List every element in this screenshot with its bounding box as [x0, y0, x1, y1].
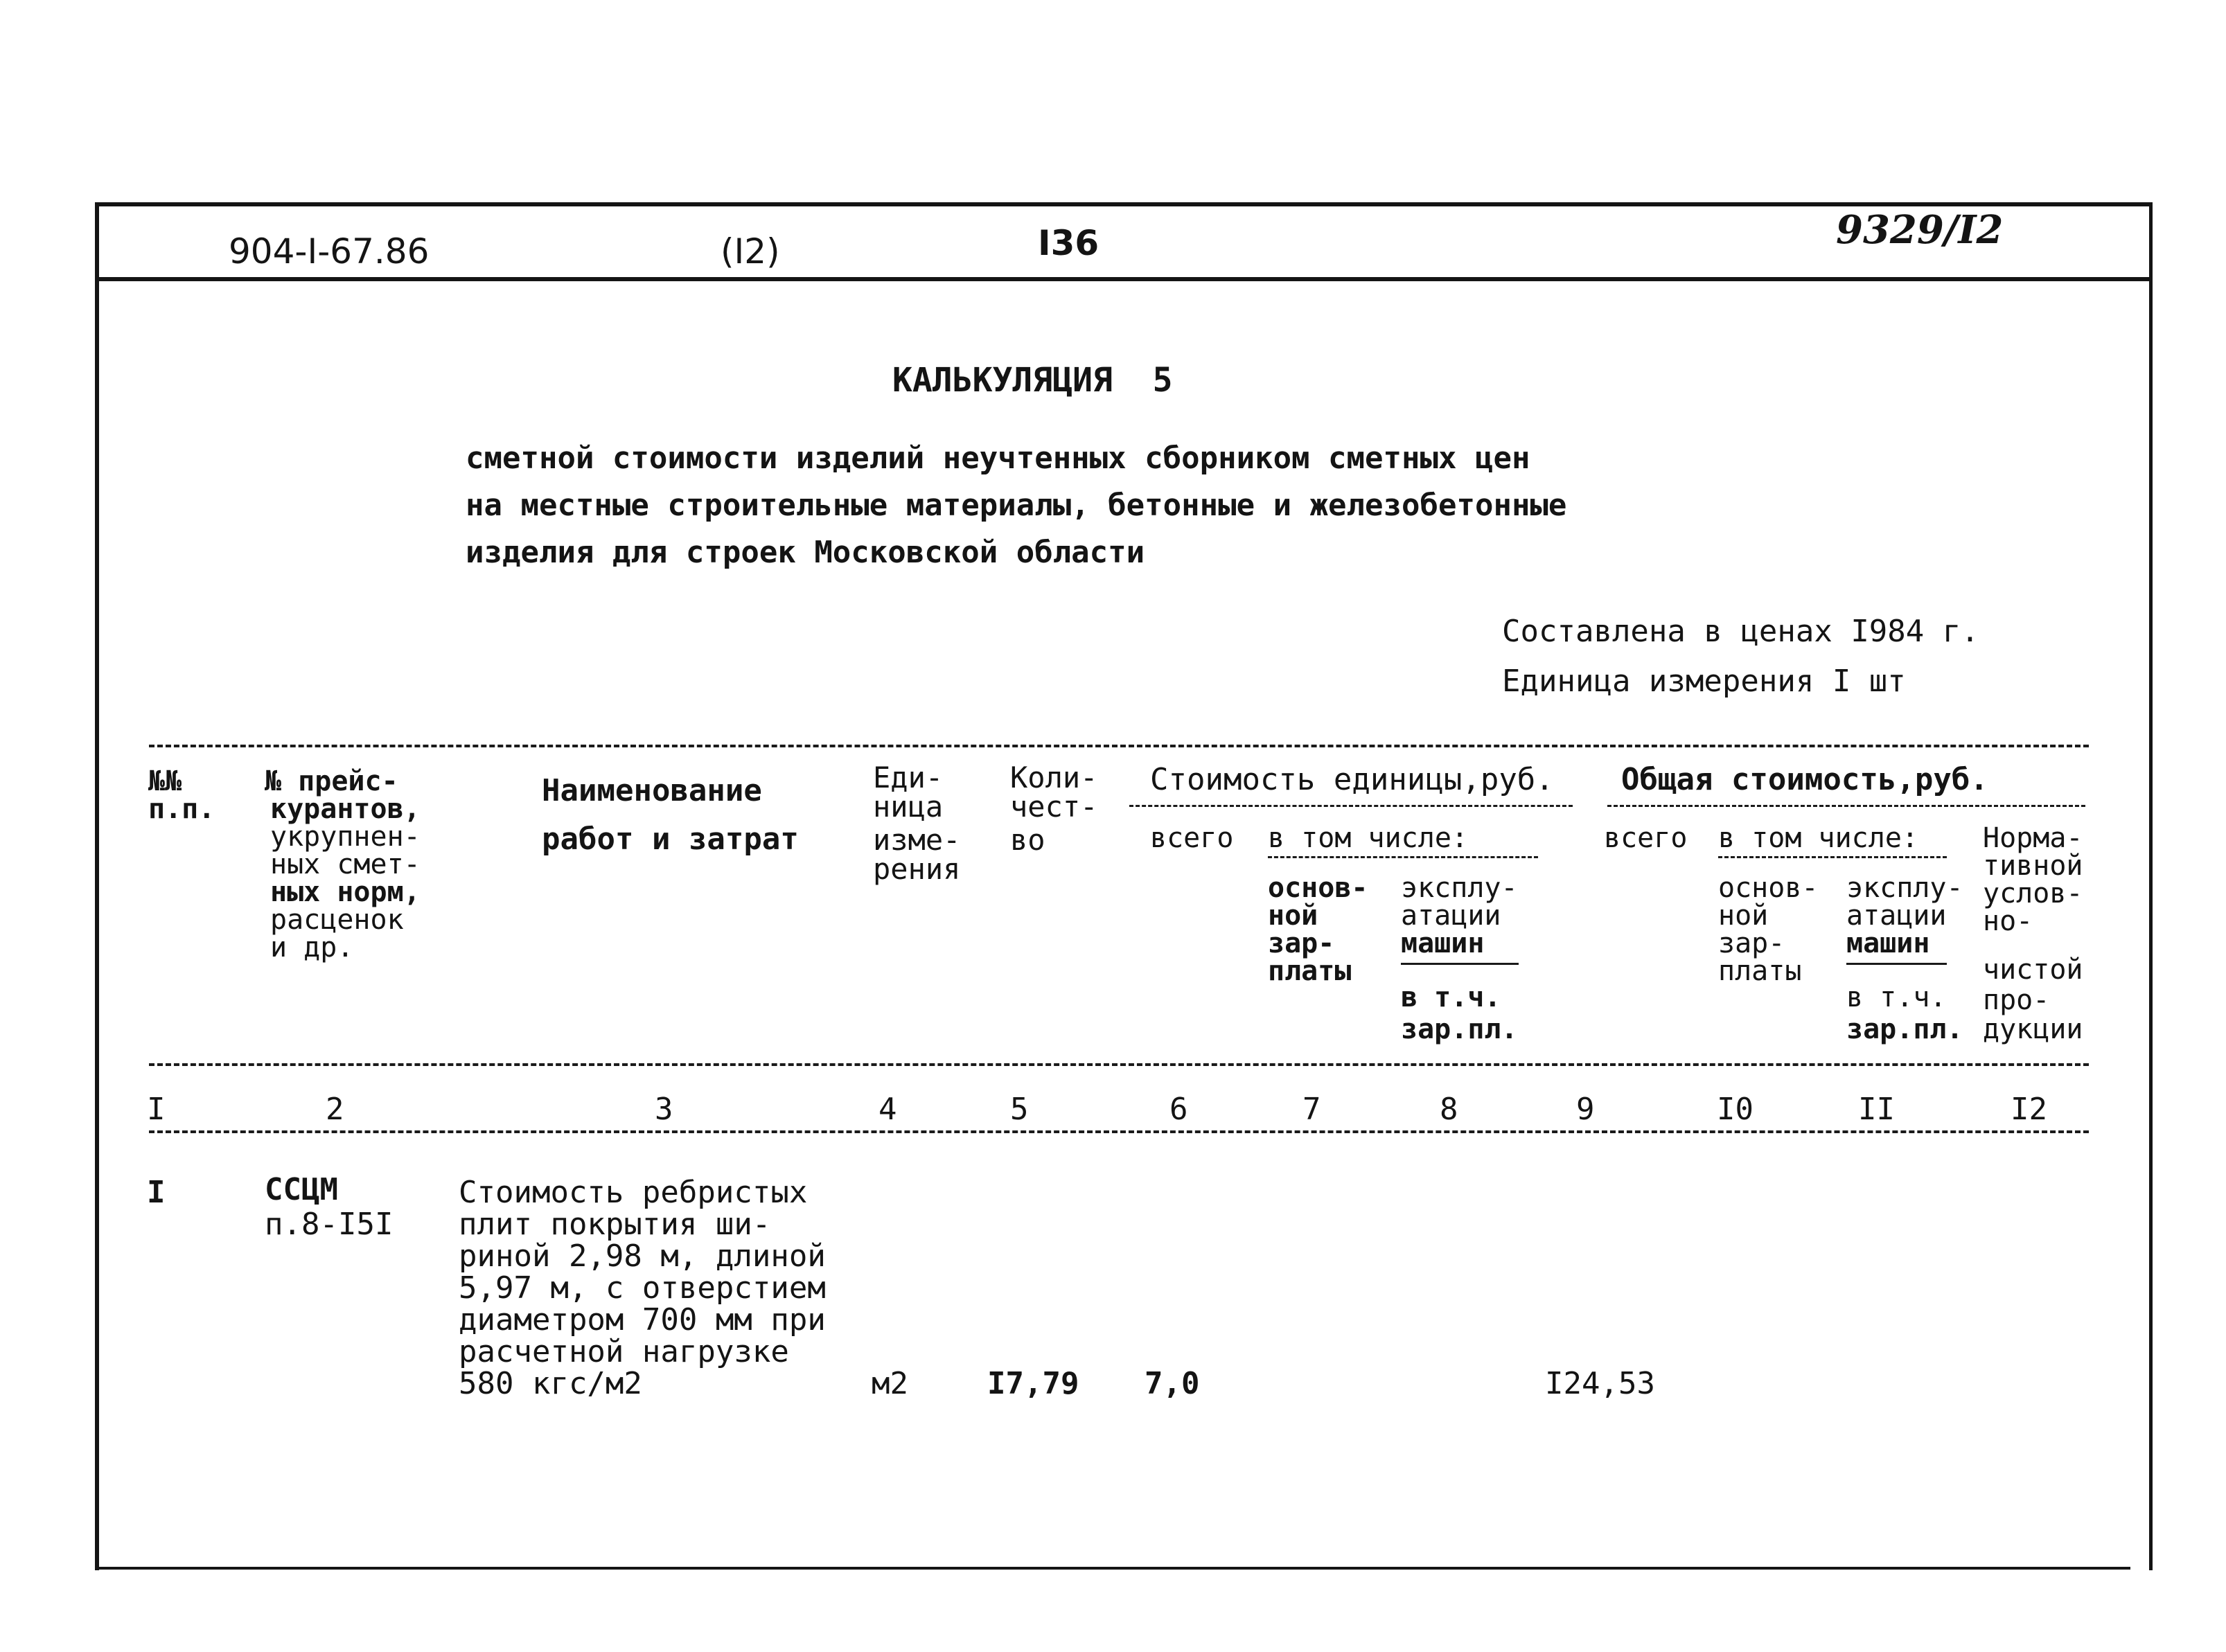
total-wage-line4: платы: [1718, 955, 1802, 987]
col-num-9: 9: [1576, 1092, 1595, 1127]
norm-header-line5: чистой: [1983, 954, 2083, 986]
row-desc-line1: Стоимость ребристых: [459, 1175, 808, 1210]
document-title: КАЛЬКУЛЯЦИЯ 5: [892, 361, 1173, 400]
row-total: I24,53: [1545, 1366, 1655, 1401]
col-num-6: 6: [1169, 1092, 1188, 1127]
unit-machines-line2: атации: [1401, 900, 1501, 932]
doc-code: 904-I-67.86: [229, 231, 430, 272]
subtitle-line-2: на местные строительные материалы, бетонные и железобетонные: [466, 488, 1567, 523]
total-machines-rule: [1846, 963, 1947, 965]
col3-header-line2: работ и затрат: [542, 821, 799, 857]
col-num-8: 8: [1440, 1092, 1458, 1127]
col2-header-line3: укрупнен-: [270, 821, 421, 853]
total-cost-rule: [1607, 805, 2085, 807]
unit-wage-line4: платы: [1268, 955, 1352, 987]
unit-cost-incl-label: в том числе:: [1268, 822, 1468, 854]
row-unit: м2: [872, 1366, 908, 1401]
unit-machines-line3: машин: [1401, 927, 1485, 959]
col-num-12: I2: [2011, 1092, 2047, 1127]
col4-header-line3: изме-: [873, 823, 961, 857]
col3-header-line1: Наименование: [542, 773, 762, 808]
norm-header-line2: тивной: [1983, 850, 2083, 882]
total-cost-incl-label: в том числе:: [1718, 822, 1918, 854]
subtitle-line-3: изделия для строек Московской области: [466, 535, 1145, 570]
unit-cost-header: Стоимость единицы,руб.: [1150, 762, 1554, 797]
total-wage-line3: зар-: [1718, 927, 1785, 959]
unit-wage-line2: ной: [1268, 900, 1318, 932]
row-desc-line4: 5,97 м, с отверстием: [459, 1270, 826, 1306]
row-num: I: [147, 1175, 166, 1210]
total-cost-total-label: всего: [1604, 822, 1688, 854]
col-num-4: 4: [878, 1092, 897, 1127]
header-divider: [97, 277, 2149, 281]
unit-cost-rule: [1129, 805, 1573, 807]
column-numbers-rule: [149, 1130, 2089, 1133]
unit-wage-line3: зар-: [1268, 927, 1335, 959]
row-desc-line7: 580 кгс/м2: [459, 1366, 642, 1401]
norm-header-line6: про-: [1983, 984, 2050, 1016]
price-basis: Составлена в ценах I984 г.: [1502, 614, 1979, 649]
row-desc-line6: расчетной нагрузке: [459, 1334, 789, 1369]
total-machines-wage-line2: зар.пл.: [1846, 1013, 1963, 1045]
row-desc-line3: риной 2,98 м, длиной: [459, 1238, 826, 1274]
col4-header-line4: рения: [873, 852, 961, 886]
row-desc-line5: диаметром 700 мм при: [459, 1302, 826, 1338]
total-machines-wage-line1: в т.ч.: [1846, 982, 1947, 1013]
page-bottom-border: [95, 1567, 2130, 1570]
norm-header-line7: дукции: [1983, 1013, 2083, 1045]
norm-header-line3: услов-: [1983, 878, 2083, 909]
norm-header-line1: Норма-: [1983, 822, 2083, 854]
unit-cost-incl-rule: [1268, 856, 1538, 858]
unit-machines-rule: [1401, 963, 1519, 965]
col2-header-line2: курантов,: [270, 793, 421, 825]
total-cost-header: Общая стоимость,руб.: [1621, 762, 1988, 797]
col-num-3: 3: [655, 1092, 673, 1127]
table-header-rule: [149, 1063, 2089, 1066]
col2-header-line1: № прейс-: [265, 765, 398, 797]
col2-header-line7: и др.: [270, 932, 354, 963]
col-num-2: 2: [326, 1092, 344, 1127]
total-cost-incl-rule: [1718, 856, 1947, 858]
col4-header-line2: ница: [873, 790, 944, 824]
col-num-5: 5: [1010, 1092, 1029, 1127]
row-source-line2: п.8-I5I: [265, 1207, 394, 1242]
album-number: (I2): [721, 231, 780, 272]
row-desc-line2: плит покрытия ши-: [459, 1207, 771, 1242]
col-num-7: 7: [1302, 1092, 1321, 1127]
total-wage-line2: ной: [1718, 900, 1769, 932]
unit-machines-wage-line2: зар.пл.: [1401, 1013, 1518, 1045]
row-quantity: I7,79: [987, 1366, 1079, 1401]
total-machines-line1: эксплу-: [1846, 872, 1963, 904]
col2-header-line6: расценок: [270, 904, 404, 936]
col5-header-line3: во: [1010, 823, 1045, 857]
unit-machines-line1: эксплу-: [1401, 872, 1518, 904]
col5-header-line2: чест-: [1010, 790, 1098, 824]
subtitle-line-1: сметной стоимости изделий неучтенных сборником сметных цен: [466, 441, 1530, 476]
col1-header-line2: п.п.: [148, 793, 215, 825]
page-number: I36: [1038, 223, 1099, 263]
measurement-unit: Единица измерения I шт: [1502, 664, 1906, 699]
col-num-11: II: [1858, 1092, 1895, 1127]
inventory-number: 9329/I2: [1836, 207, 2004, 253]
unit-wage-line1: основ-: [1268, 872, 1368, 904]
total-wage-line1: основ-: [1718, 872, 1819, 904]
total-machines-line3: машин: [1846, 927, 1930, 959]
col4-header-line1: Еди-: [873, 761, 944, 794]
row-source-line1: ССЦМ: [265, 1172, 338, 1207]
col-num-10: I0: [1717, 1092, 1754, 1127]
col2-header-line5: ных норм,: [270, 876, 421, 908]
unit-cost-total-label: всего: [1150, 822, 1234, 854]
total-machines-line2: атации: [1846, 900, 1947, 932]
col-num-1: I: [147, 1092, 166, 1127]
table-top-rule: [149, 745, 2089, 747]
norm-header-line4: но-: [1983, 905, 2033, 937]
col5-header-line1: Коли-: [1010, 761, 1098, 794]
row-unit-total: 7,0: [1145, 1366, 1200, 1401]
col1-header-line1: №№: [148, 765, 182, 797]
col2-header-line4: ных смет-: [270, 849, 421, 880]
unit-machines-wage-line1: в т.ч.: [1401, 982, 1501, 1013]
